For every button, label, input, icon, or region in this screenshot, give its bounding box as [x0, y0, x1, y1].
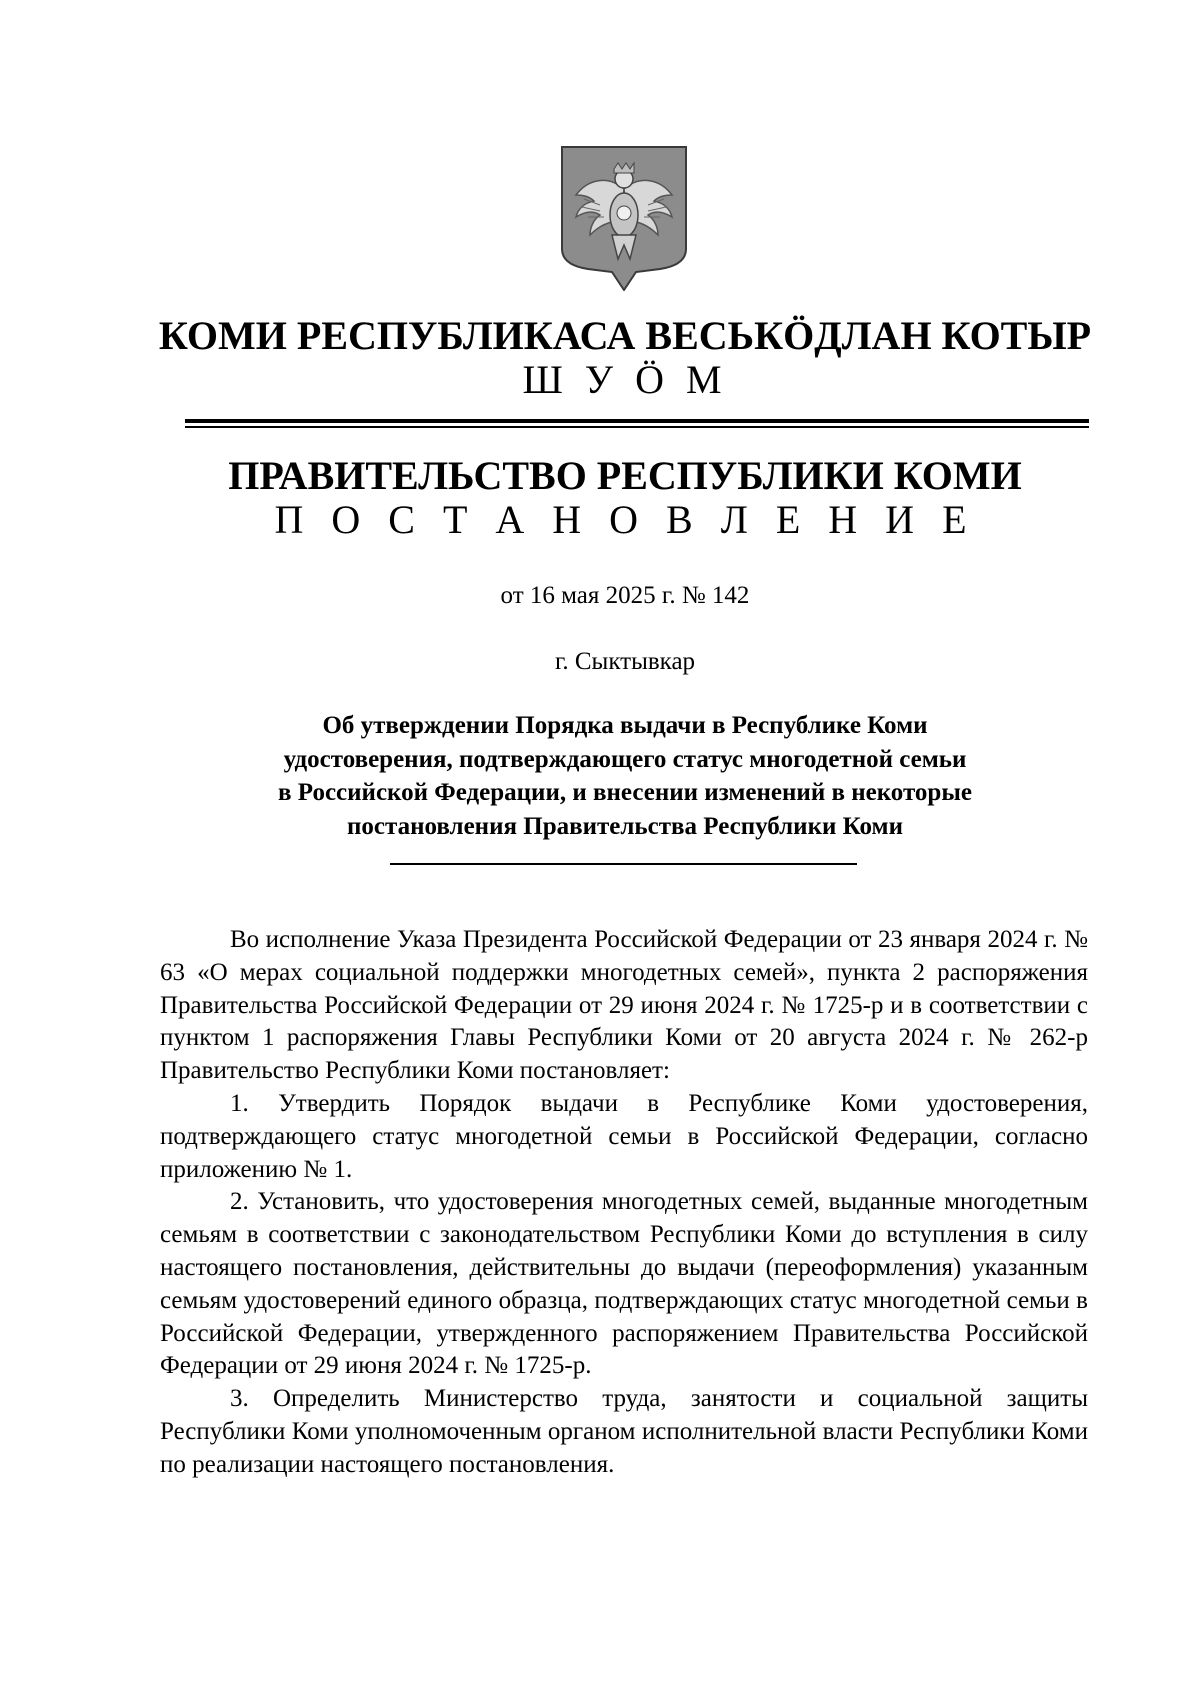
- body-paragraph-2: 2. Установить, что удостоверения многодетных семей, выданные многодетным семьям в соответствии с законодательством Республики Коми до вступления в силу настоящего постановления, действительны до выдачи (переоформления) указанным семьям удостоверений единого образца, подтверждающих статус многодетной семьи в Российской Федерации, утвержденного распоряжением Правительства Российской Федерации от 29 июня 2024 г. № 1725-р.: [160, 1188, 1088, 1380]
- komi-government-title: КОМИ РЕСПУБЛИКАСА ВЕСЬКӦДЛАН КОТЫР: [158, 313, 1092, 358]
- header-rule-thin: [185, 426, 1089, 428]
- header-rule-thick: [185, 419, 1089, 423]
- decree-title-line: удостоверения, подтверждающего статус многодетной семьи: [283, 745, 967, 773]
- decree-city: г. Сыктывкар: [554, 648, 696, 675]
- decree-title-line: Об утверждении Порядка выдачи в Республике Коми: [322, 712, 928, 739]
- decree-title-line: постановления Правительства Республики Коми: [347, 812, 903, 840]
- russian-decree-word: П О С Т А Н О В Л Е Н И Е: [274, 497, 976, 542]
- header-double-rule: [185, 419, 1089, 428]
- decree-title-line: в Российской Федерации, и внесении изменений в некоторые: [278, 779, 972, 806]
- decree-title: [150, 709, 1100, 843]
- decree-date-number: от 16 мая 2025 г. № 142: [500, 582, 750, 609]
- decree-body: [160, 924, 1088, 1482]
- komi-coat-of-arms-icon: [560, 145, 688, 291]
- russian-government-title: ПРАВИТЕЛЬСТВО РЕСПУБЛИКИ КОМИ: [228, 453, 1022, 498]
- body-paragraph-1: 1. Утвердить Порядок выдачи в Республике Коми удостоверения, подтверждающего статус многодетной семьи в Российской Федерации, согласно приложению № 1.: [160, 1089, 1088, 1183]
- title-underline: [390, 863, 857, 865]
- body-paragraph-preamble: Во исполнение Указа Президента Российской Федерации от 23 января 2024 г. № 63 «О мерах социальной поддержки многодетных семей», пункта 2 распоряжения Правительства Российской Федерации от 29 июня 2024 г. № 1725-р и в соответствии с пунктом 1 распоряжения Главы Республики Коми от 20 августа 2024 г. № 262-р Правительство Республики Коми постановляет:: [160, 926, 1088, 1085]
- komi-decree-word: Ш У Ӧ М: [522, 357, 728, 402]
- body-paragraph-3: 3. Определить Министерство труда, занятости и социальной защиты Республики Коми уполномоченным органом исполнительной власти Республики Коми по реализации настоящего постановления.: [160, 1385, 1088, 1478]
